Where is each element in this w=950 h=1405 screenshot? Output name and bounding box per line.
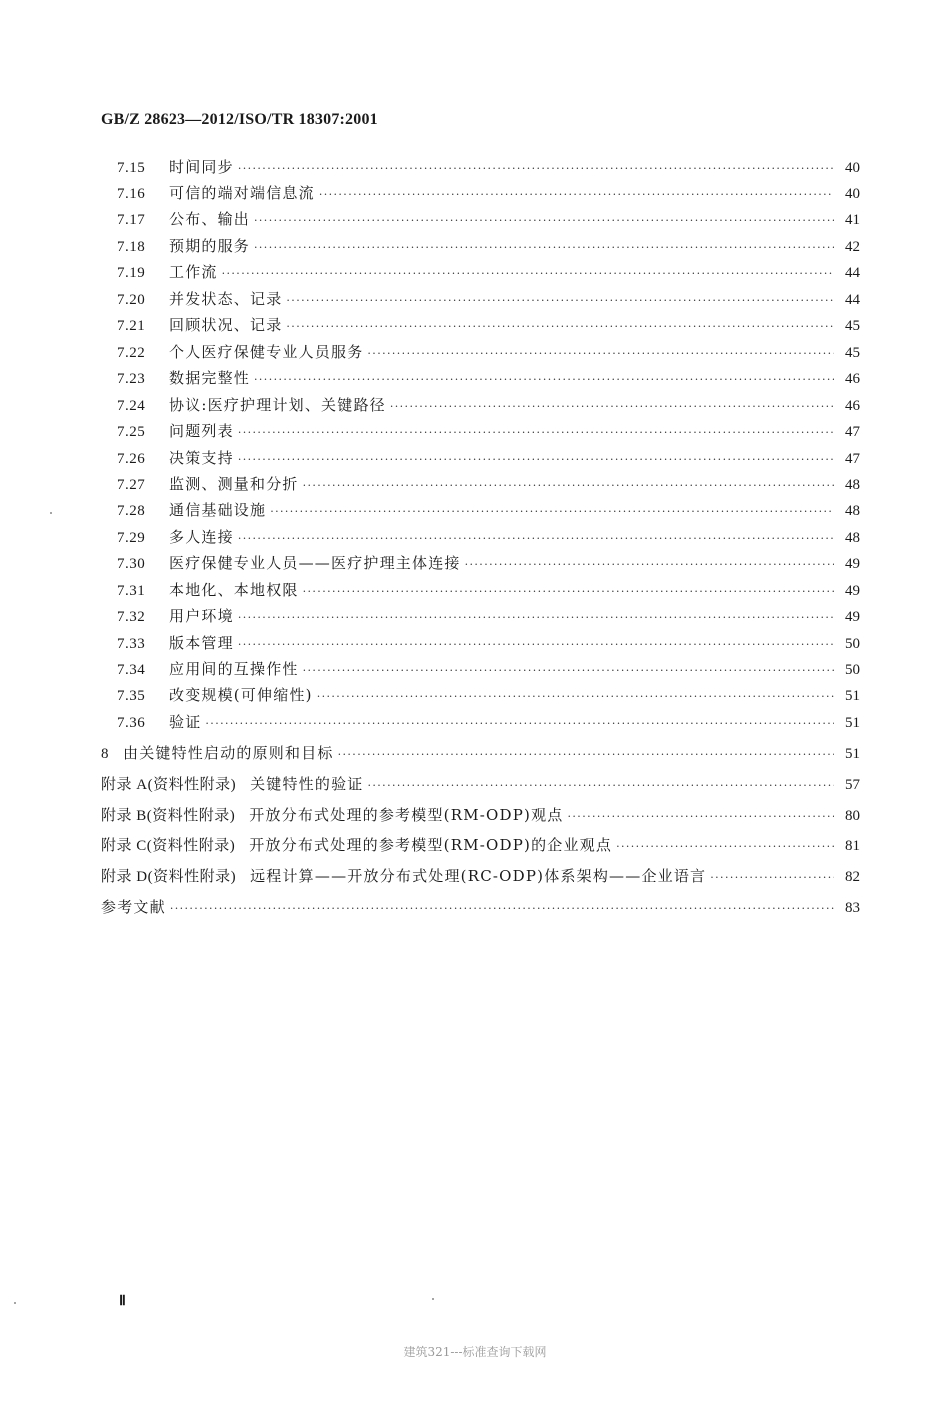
toc-entry-number: 7.22 bbox=[117, 345, 146, 361]
toc-entry-number: 7.25 bbox=[117, 424, 146, 440]
toc-entry-title: 开放分布式处理的参考模型(RM-ODP)的企业观点 bbox=[249, 836, 613, 854]
toc-entry[interactable] bbox=[117, 289, 860, 309]
toc-entry-number: 7.29 bbox=[117, 530, 146, 546]
toc-entry[interactable] bbox=[117, 633, 860, 653]
toc-entry-title: 改变规模(可伸缩性) bbox=[169, 686, 313, 704]
toc-leader-dots bbox=[319, 185, 834, 205]
toc-leader-dots bbox=[238, 608, 834, 628]
toc-entry[interactable] bbox=[117, 315, 860, 335]
toc-entry-page: 41 bbox=[845, 212, 860, 228]
toc-leader-dots bbox=[238, 159, 834, 179]
toc-leader-dots bbox=[303, 661, 834, 681]
toc-entry-number: 附录 C(资料性附录) bbox=[101, 838, 236, 854]
toc-leader-dots bbox=[205, 714, 834, 734]
toc-entry[interactable] bbox=[117, 474, 860, 494]
toc-entry[interactable] bbox=[117, 580, 860, 600]
toc-entry-page: 50 bbox=[845, 636, 860, 652]
toc-entry[interactable] bbox=[117, 209, 860, 229]
toc-entry-number: 7.32 bbox=[117, 609, 146, 625]
toc-entry-number: 7.31 bbox=[117, 583, 146, 599]
toc-entry-title: 监测、测量和分折 bbox=[169, 475, 299, 493]
scan-speck bbox=[432, 1298, 434, 1300]
toc-leader-dots bbox=[710, 868, 834, 888]
toc-entry-page: 47 bbox=[845, 424, 860, 440]
toc-entry-page: 42 bbox=[845, 239, 860, 255]
toc-entry-number: 7.18 bbox=[117, 239, 146, 255]
toc-leader-dots bbox=[303, 476, 834, 496]
toc-entry-annex[interactable] bbox=[101, 805, 860, 825]
toc-entry-number: 7.36 bbox=[117, 715, 146, 731]
toc-leader-dots bbox=[254, 238, 834, 258]
toc-entry-title: 应用间的互操作性 bbox=[169, 660, 299, 678]
toc-entry-page: 80 bbox=[845, 808, 860, 824]
toc-leader-dots bbox=[286, 317, 834, 337]
toc-leader-dots bbox=[238, 635, 834, 655]
toc-entry[interactable] bbox=[117, 606, 860, 626]
toc-entry[interactable] bbox=[117, 685, 860, 705]
toc-entry-page: 48 bbox=[845, 530, 860, 546]
toc-entry[interactable] bbox=[117, 500, 860, 520]
toc-leader-dots bbox=[238, 529, 834, 549]
toc-entry-title: 关键特性的验证 bbox=[250, 775, 364, 793]
document-header-code: GB/Z 28623—2012/ISO/TR 18307:2001 bbox=[101, 111, 378, 128]
toc-entry-page: 48 bbox=[845, 477, 860, 493]
toc-entry-title: 时间同步 bbox=[169, 158, 234, 176]
toc-entry-number: 7.24 bbox=[117, 398, 146, 414]
toc-entry-title: 可信的端对端信息流 bbox=[169, 184, 315, 202]
toc-entry-title: 通信基础设施 bbox=[169, 501, 267, 519]
toc-leader-dots bbox=[568, 807, 835, 827]
toc-entry-number: 附录 B(资料性附录) bbox=[101, 808, 236, 824]
toc-leader-dots bbox=[286, 291, 834, 311]
toc-leader-dots bbox=[367, 344, 834, 364]
toc-leader-dots bbox=[303, 582, 834, 602]
toc-entry-page: 44 bbox=[845, 292, 860, 308]
toc-entry[interactable] bbox=[117, 659, 860, 679]
toc-entry-page: 49 bbox=[845, 583, 860, 599]
toc-entry-page: 49 bbox=[845, 556, 860, 572]
toc-entry[interactable] bbox=[117, 395, 860, 415]
toc-entry-title: 公布、输出 bbox=[169, 210, 251, 228]
toc-entry-number: 7.16 bbox=[117, 186, 146, 202]
toc-entry-page: 57 bbox=[845, 777, 860, 793]
toc-entry-title: 回顾状况、记录 bbox=[169, 316, 283, 334]
toc-entry-title: 并发状态、记录 bbox=[169, 290, 283, 308]
toc-leader-dots bbox=[390, 397, 834, 417]
toc-leader-dots bbox=[616, 837, 834, 857]
toc-entry-page: 44 bbox=[845, 265, 860, 281]
toc-leader-dots bbox=[254, 370, 834, 390]
toc-entry-number: 7.34 bbox=[117, 662, 146, 678]
toc-entry-title: 参考文献 bbox=[101, 898, 166, 916]
toc-entry-page: 49 bbox=[845, 609, 860, 625]
toc-entry-page: 81 bbox=[845, 838, 860, 854]
toc-leader-dots bbox=[270, 502, 834, 522]
toc-leader-dots bbox=[367, 776, 834, 796]
toc-entry-annex[interactable] bbox=[101, 866, 860, 886]
toc-entry[interactable] bbox=[117, 527, 860, 547]
toc-entry-page: 50 bbox=[845, 662, 860, 678]
toc-entry-title: 开放分布式处理的参考模型(RM-ODP)观点 bbox=[249, 806, 564, 824]
toc-entry-title: 问题列表 bbox=[169, 422, 234, 440]
toc-leader-dots bbox=[338, 745, 834, 765]
toc-entry-page: 40 bbox=[845, 186, 860, 202]
toc-entry-title: 数据完整性 bbox=[169, 369, 251, 387]
toc-leader-dots bbox=[170, 899, 834, 919]
toc-entry-page: 45 bbox=[845, 345, 860, 361]
toc-entry-title: 版本管理 bbox=[169, 634, 234, 652]
toc-entry-page: 48 bbox=[845, 503, 860, 519]
toc-leader-dots bbox=[317, 687, 834, 707]
toc-entry-title: 协议:医疗护理计划、关键路径 bbox=[169, 396, 386, 414]
toc-entry[interactable] bbox=[117, 157, 860, 177]
scan-speck bbox=[50, 512, 52, 514]
toc-entry-page: 40 bbox=[845, 160, 860, 176]
toc-entry-page: 45 bbox=[845, 318, 860, 334]
toc-entry-page: 51 bbox=[845, 688, 860, 704]
toc-entry-number: 7.20 bbox=[117, 292, 146, 308]
toc-entry-number: 7.23 bbox=[117, 371, 146, 387]
toc-entry[interactable] bbox=[117, 553, 860, 573]
toc-entry[interactable] bbox=[117, 448, 860, 468]
toc-entry-title: 多人连接 bbox=[169, 528, 234, 546]
toc-entry-number: 7.15 bbox=[117, 160, 146, 176]
toc-entry-number: 8 bbox=[101, 746, 109, 762]
toc-entry-number: 7.27 bbox=[117, 477, 146, 493]
toc-entry-title: 本地化、本地权限 bbox=[169, 581, 299, 599]
toc-entry-number: 7.33 bbox=[117, 636, 146, 652]
toc-entry[interactable] bbox=[117, 421, 860, 441]
toc-leader-dots bbox=[238, 423, 834, 443]
toc-leader-dots bbox=[465, 555, 834, 575]
toc-entry-number: 附录 D(资料性附录) bbox=[101, 869, 237, 885]
toc-entry-title: 个人医疗保健专业人员服务 bbox=[169, 343, 364, 361]
toc-leader-dots bbox=[254, 211, 834, 231]
toc-entry[interactable] bbox=[117, 183, 860, 203]
toc-entry-title: 决策支持 bbox=[169, 449, 234, 467]
page-number: Ⅱ bbox=[119, 1294, 126, 1309]
toc-entry-number: 7.17 bbox=[117, 212, 146, 228]
toc-entry-title: 预期的服务 bbox=[169, 237, 251, 255]
toc-entry-page: 82 bbox=[845, 869, 860, 885]
toc-entry-page: 47 bbox=[845, 451, 860, 467]
toc-entry-page: 46 bbox=[845, 398, 860, 414]
toc-entry-title: 用户环境 bbox=[169, 607, 234, 625]
toc-entry[interactable] bbox=[117, 236, 860, 256]
toc-entry-title: 医疗保健专业人员——医疗护理主体连接 bbox=[169, 554, 461, 572]
toc-entry-page: 46 bbox=[845, 371, 860, 387]
toc-entry-page: 51 bbox=[845, 746, 860, 762]
toc-entry-page: 83 bbox=[845, 900, 860, 916]
toc-leader-dots bbox=[222, 264, 834, 284]
toc-entry[interactable] bbox=[117, 262, 860, 282]
toc-entry-title: 验证 bbox=[169, 713, 202, 731]
toc-entry-chapter[interactable] bbox=[101, 743, 860, 763]
toc-entry-annex[interactable] bbox=[101, 835, 860, 855]
toc-leader-dots bbox=[238, 450, 834, 470]
toc-entry-number: 附录 A(资料性附录) bbox=[101, 777, 237, 793]
toc-entry[interactable] bbox=[117, 342, 860, 362]
toc-entry[interactable] bbox=[117, 712, 860, 732]
toc-entry-title: 远程计算——开放分布式处理(RC-ODP)体系架构——企业语言 bbox=[250, 867, 707, 885]
toc-entry-title: 由关键特性启动的原则和目标 bbox=[123, 744, 334, 762]
toc-entry-title: 工作流 bbox=[169, 263, 218, 281]
scan-speck bbox=[14, 1302, 16, 1304]
toc-entry-number: 7.21 bbox=[117, 318, 146, 334]
toc-entry-number: 7.26 bbox=[117, 451, 146, 467]
toc-entry-bibliography[interactable] bbox=[101, 897, 860, 917]
toc-entry-annex[interactable] bbox=[101, 774, 860, 794]
toc-entry-number: 7.28 bbox=[117, 503, 146, 519]
toc-entry-number: 7.30 bbox=[117, 556, 146, 572]
toc-entry-number: 7.35 bbox=[117, 688, 146, 704]
toc-entry-number: 7.19 bbox=[117, 265, 146, 281]
watermark-text: 建筑321---标准查询下载网 bbox=[403, 1345, 547, 1359]
toc-entry-page: 51 bbox=[845, 715, 860, 731]
toc-entry[interactable] bbox=[117, 368, 860, 388]
